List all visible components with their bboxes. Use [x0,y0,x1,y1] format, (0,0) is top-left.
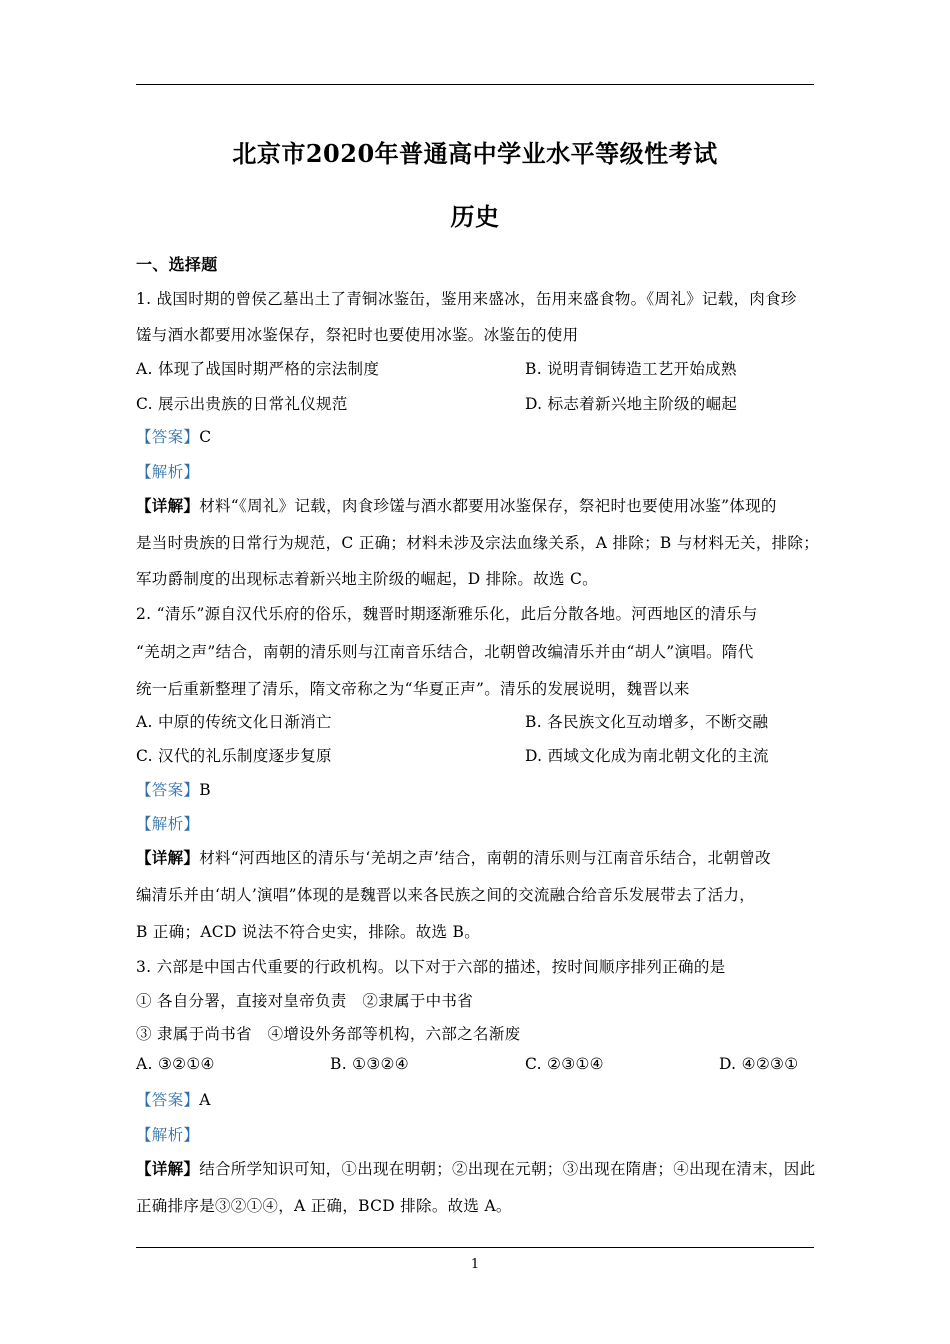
q1-option-b: B. 说明青铜铸造工艺开始成熟 [525,360,737,378]
q1-answer [136,425,211,447]
q3-stem-line: ① 各自分署，直接对皇帝负责 ②隶属于中书省 [136,992,474,1010]
q2-option-a: A. 中原的传统文化日渐消亡 [136,713,332,731]
q3-stem-line: 3. 六部是中国古代重要的行政机构。以下对于六部的描述，按时间顺序排列正确的是 [136,958,726,976]
q1-detail-line: 是当时贵族的日常行为规范，C 正确；材料未涉及宗法血缘关系，A 排除；B 与材料无关，排除； [136,534,820,552]
subject-title: 历史 [450,202,500,231]
q3-option-d: D. ④②③① [719,1055,799,1073]
q3-option-a: A. ③②①④ [136,1055,215,1073]
q3-answer [136,1088,211,1110]
q3-detail-line [136,1157,815,1179]
q3-detail-line: 正确排序是③②①④，A 正确，BCD 排除。故选 A。 [136,1197,512,1215]
answer-tag: 【答案】 [136,428,200,446]
footer-rule [136,1247,814,1248]
q2-option-d: D. 西域文化成为南北朝文化的主流 [525,747,769,765]
q2-detail-line: 编清乐并由‘胡人’演唱”体现的是魏晋以来各民族之间的交流融合给音乐发展带去了活力， [136,886,756,904]
q2-analysis-tag: 【解析】 [136,815,200,833]
answer-tag: 【答案】 [136,781,200,799]
q2-detail-line [136,846,771,868]
q3-option-b: B. ①③②④ [330,1055,409,1073]
detail-tag: 【详解】 [136,496,200,515]
q1-stem-line: 1. 战国时期的曾侯乙墓出土了青铜冰鉴缶，鉴用来盛冰，缶用来盛食物。《周礼》记载，肉食珍 [136,290,797,308]
q1-stem-line: 馐与酒水都要用冰鉴保存，祭祀时也要使用冰鉴。冰鉴缶的使用 [136,326,579,344]
q2-detail-text: 材料“河西地区的清乐与‘羌胡之声’结合，南朝的清乐则与江南音乐结合，北朝曾改 [199,849,771,867]
q1-option-d: D. 标志着新兴地主阶级的崛起 [525,395,738,413]
page-number: 1 [470,1257,480,1272]
q2-stem-line: “羌胡之声”结合，南朝的清乐则与江南音乐结合，北朝曾改编清乐并由“胡人”演唱。隋代 [136,643,754,661]
q3-analysis-tag: 【解析】 [136,1126,200,1144]
q2-stem-line: 2. “清乐”源自汉代乐府的俗乐，魏晋时期逐渐雅乐化，此后分散各地。河西地区的清乐与 [136,605,758,623]
header-rule [136,84,814,85]
exam-title: 北京市2020年普通高中学业水平等级性考试 [232,139,718,168]
q2-detail-line: B 正确；ACD 说法不符合史实，排除。故选 B。 [136,923,481,941]
detail-tag: 【详解】 [136,848,200,867]
q1-detail-text: 材料“《周礼》记载，肉食珍馐与酒水都要用冰鉴保存，祭祀时也要使用冰鉴”体现的 [199,497,777,515]
q1-detail-line [136,494,777,516]
q3-option-c: C. ②③①④ [525,1055,604,1073]
q3-stem-line: ③ 隶属于尚书省 ④增设外务部等机构，六部之名渐废 [136,1025,521,1043]
q3-detail-text: 结合所学知识可知，①出现在明朝；②出现在元朝；③出现在隋唐；④出现在清末，因此 [199,1160,816,1178]
q2-answer [136,778,211,800]
q1-detail-line: 军功爵制度的出现标志着新兴地主阶级的崛起，D 排除。故选 C。 [136,570,598,588]
q2-option-c: C. 汉代的礼乐制度逐步复原 [136,747,332,765]
q1-answer-value: C [199,428,212,446]
section-heading: 一、选择题 [136,255,218,274]
q1-option-c: C. 展示出贵族的日常礼仪规范 [136,395,348,413]
q2-answer-value: B [199,781,211,799]
q1-analysis-tag: 【解析】 [136,463,200,481]
q2-stem-line: 统一后重新整理了清乐，隋文帝称之为“华夏正声”。清乐的发展说明，魏晋以来 [136,680,690,698]
q2-option-b: B. 各民族文化互动增多，不断交融 [525,713,769,731]
q1-option-a: A. 体现了战国时期严格的宗法制度 [136,360,380,378]
q3-answer-value: A [199,1091,211,1109]
detail-tag: 【详解】 [136,1159,200,1178]
answer-tag: 【答案】 [136,1091,200,1109]
